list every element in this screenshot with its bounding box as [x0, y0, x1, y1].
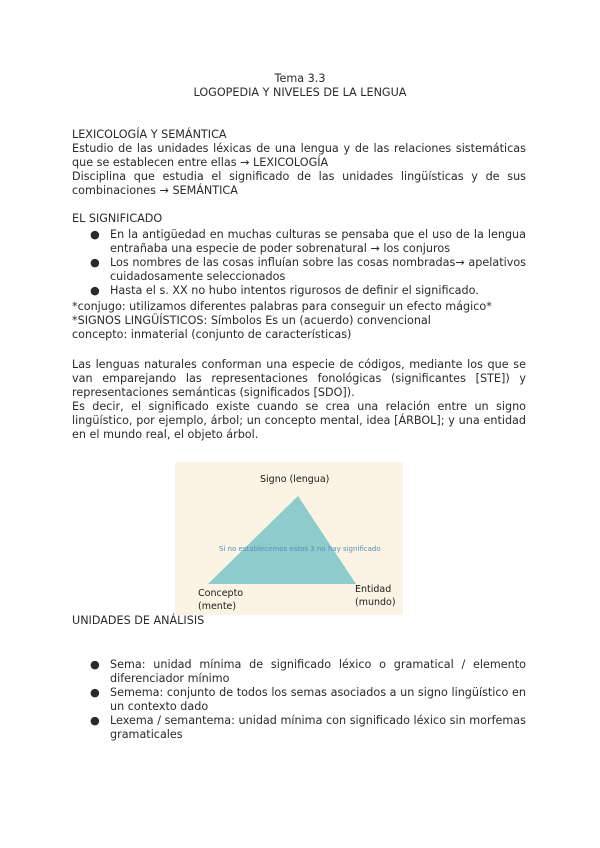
- note-conjuro: *conjugo: utilizamos diferentes palabras para conseguir un efecto mágico*: [72, 300, 492, 313]
- triangle-shape: [208, 496, 356, 584]
- list-item: ● Los nombres de las cosas influían sobre las cosas nombradas→ apelativos cuidadosamente seleccionados: [90, 256, 526, 283]
- bullet-icon: ●: [90, 256, 100, 269]
- list-item: ● Hasta el s. XX no hubo intentos rigurosos de definir el significado.: [90, 284, 479, 297]
- label-mente: (mente): [198, 601, 237, 612]
- section-heading-lexicologia: LEXICOLOGÍA Y SEMÁNTICA: [72, 128, 227, 141]
- label-mundo: (mundo): [355, 597, 396, 608]
- label-no-significado: Si no establecemos estos 3 no hay significado: [219, 545, 381, 553]
- bullet-icon: ●: [90, 658, 100, 671]
- paragraph-codigos: Las lenguas naturales conforman una especie de códigos, mediante los que se van emparejando las representaciones fonológicas (significantes [STE]) y representaciones semánticas (significados [SDO]).: [72, 358, 526, 399]
- paragraph-semantica: Disciplina que estudia el significado de las unidades lingüísticas y de sus combinaciones → SEMÁNTICA: [72, 170, 526, 197]
- bullet-icon: ●: [90, 284, 100, 297]
- significado-bullet-list: [72, 228, 526, 298]
- list-item: ● En la antigüedad en muchas culturas se pensaba que el uso de la lengua entrañaba una especie de poder sobrenatural → los conjuros: [90, 228, 526, 255]
- document-title: LOGOPEDIA Y NIVELES DE LA LENGUA: [193, 86, 407, 99]
- paragraph-relacion: Es decir, el significado existe cuando se crea una relación entre un signo lingüístico, por ejemplo, árbol; un concepto mental, idea [ÁRBOL]; y una entidad en el mundo real, el objeto árbol.: [72, 400, 526, 441]
- label-concepto: Concepto: [198, 588, 244, 599]
- bullet-icon: ●: [90, 228, 100, 241]
- section-heading-unidades: UNIDADES DE ANÁLISIS: [72, 614, 205, 627]
- list-item: ● Semema: conjunto de todos los semas asociados a un signo lingüístico en un contexto dado: [90, 686, 526, 713]
- list-item: ● Sema: unidad mínima de significado léxico o gramatical / elemento diferenciador mínimo: [90, 658, 526, 685]
- bullet-icon: ●: [90, 686, 100, 699]
- list-item: ● Lexema / semantema: unidad mínima con significado léxico sin morfemas gramaticales: [90, 714, 526, 741]
- note-signos: *SIGNOS LINGÜÍSTICOS: Símbolos Es un (acuerdo) convencional: [72, 314, 431, 327]
- note-concepto: concepto: inmaterial (conjunto de características): [72, 328, 352, 341]
- paragraph-lexicologia: Estudio de las unidades léxicas de una lengua y de las relaciones sistemáticas que se establecen entre ellas → LEXICOLOGÍA: [72, 142, 526, 169]
- label-signo: Signo (lengua): [260, 474, 330, 485]
- unidades-bullet-list: [72, 658, 526, 742]
- semiotic-triangle-figure: [175, 462, 403, 615]
- label-entidad: Entidad: [355, 584, 392, 595]
- topic-number: Tema 3.3: [274, 72, 326, 85]
- bullet-icon: ●: [90, 714, 100, 727]
- section-heading-significado: EL SIGNIFICADO: [72, 212, 163, 225]
